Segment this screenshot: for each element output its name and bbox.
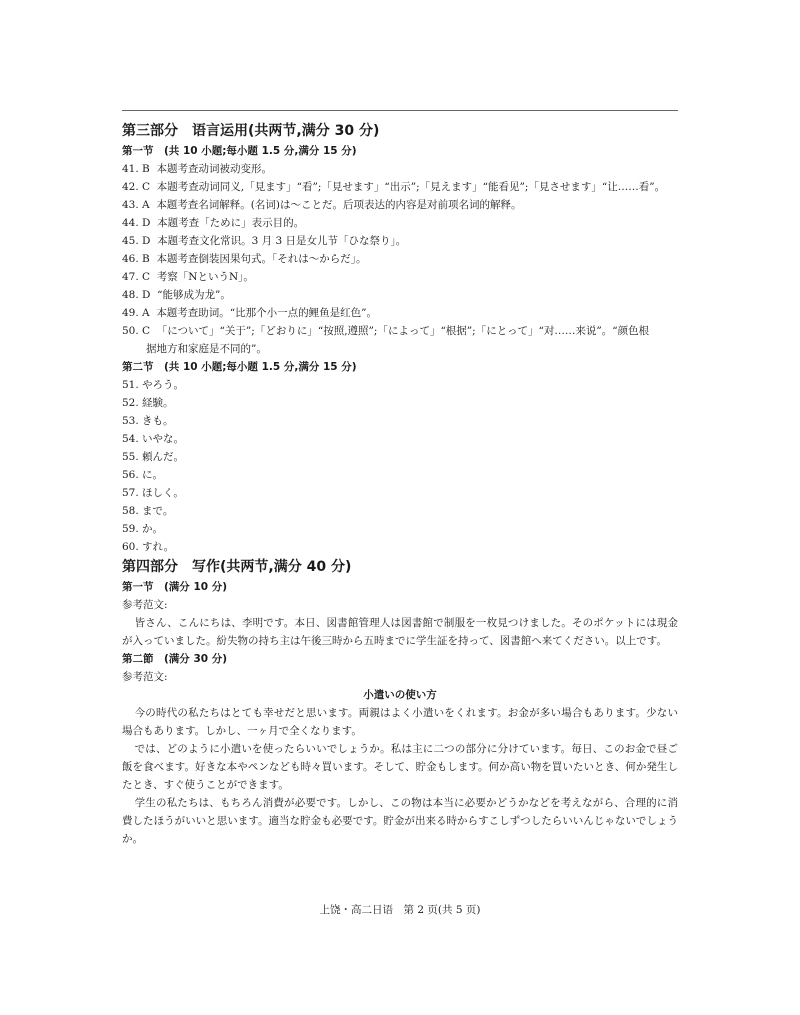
answer-num: 46. B (122, 253, 150, 265)
part4-title: 第四部分 写作(共两节,满分 40 分) (122, 559, 352, 575)
page-footer: 上饶・高二日语 第 2 页(共 5 页) (319, 904, 481, 916)
answer-num: 41. B (122, 163, 150, 175)
answer-text: 本题考查名词解释。(名词)は～ことだ。后项表达的内容是对前项名词的解释。 (156, 199, 522, 211)
answer-item (122, 286, 678, 304)
essay-title: 小遣いの使い方 (363, 689, 437, 701)
part4-section1-title: 第一节 (满分 10 分) (122, 581, 228, 593)
answer-content (122, 120, 678, 848)
part3-section2-list (122, 376, 678, 556)
answer-item: 57. ほしく。 (122, 487, 184, 499)
answer-item (122, 214, 678, 232)
answer-text: 本题考查「ために」表示目的。 (157, 217, 305, 229)
essay-paragraph: 今の時代の私たちはとても幸せだと思います。両親はよく小遣いをくれます。お金が多い場合もあります。少ない場合もあります。しかし、一ヶ月で全くなります。 (122, 707, 678, 737)
answer-num: 48. D (122, 289, 151, 301)
answer-item (122, 250, 678, 268)
answer-item: 51. やろう。 (122, 379, 185, 391)
answer-continuation: 据地方和家庭是不同的”。 (146, 343, 267, 355)
answer-item: 55. 頼んだ。 (122, 451, 185, 463)
answer-num: 49. A (122, 307, 150, 319)
answer-text: “能够成为龙”。 (157, 289, 231, 301)
answer-item: 54. いやな。 (122, 433, 185, 445)
answer-item (122, 160, 678, 178)
sample-label: 参考范文: (122, 671, 168, 683)
part3-section1-list (122, 160, 678, 358)
sample-paragraph: 皆さん、こんにちは、李明です。本日、図書館管理人は図書館で制服を一枚見つけました。そのポケットには現金が入っていました。紛失物の持ち主は午後三時から五時までに学生証を持って、図書館へ来てください。以上です。 (122, 617, 678, 647)
answer-item: 59. か。 (122, 523, 164, 535)
answer-text: 本题考查助词。“比那个小一点的鲤鱼是红色”。 (156, 307, 378, 319)
answer-item: 60. すれ。 (122, 541, 175, 553)
answer-item (122, 178, 678, 196)
part3-section2-title: 第二节 (共 10 小题;每小题 1.5 分,满分 15 分) (122, 361, 357, 373)
answer-item: 52. 経験。 (122, 397, 174, 409)
answer-num: 50. C (122, 325, 151, 337)
answer-text: 本题考查动词被动变形。 (156, 163, 272, 175)
answer-item (122, 322, 678, 340)
answer-item: 58. まで。 (122, 505, 174, 517)
answer-text: 「について」“关于”;「どおりに」“按照,遵照”;「によって」“根据”;「にとって」“对……来说”。“颜色根 (156, 325, 650, 337)
answer-text: 考察「NというN」。 (156, 271, 254, 283)
answer-text: 本题考查倒装因果句式。「それは～からだ」。 (156, 253, 367, 265)
answer-item (122, 196, 678, 214)
answer-text: 本题考查动词同义,「見ます」“看”;「見せます」“出示”;「見えます」“能看见”;「見させます」“让……看”。 (156, 181, 666, 193)
part4-section2-title: 第二節 (满分 30 分) (122, 653, 228, 665)
answer-item (122, 268, 678, 286)
answer-item (122, 304, 678, 322)
part3-section1-title: 第一节 (共 10 小题;每小题 1.5 分,满分 15 分) (122, 145, 357, 157)
answer-num: 42. C (122, 181, 151, 193)
answer-item: 53. きも。 (122, 415, 174, 427)
essay-paragraph: では、どのように小遣いを使ったらいいでしょうか。私は主に二つの部分に分けています。毎日、このお金で昼ご飯を食べます。好きな本やペンなども時々買います。そして、貯金もします。何か高い物を買いたいとき、何か発生したとき、すぐ使うことができます。 (122, 743, 678, 791)
answer-num: 43. A (122, 199, 150, 211)
answer-num: 45. D (122, 235, 151, 247)
top-rule (122, 110, 678, 111)
part3-title: 第三部分 语言运用(共两节,满分 30 分) (122, 123, 380, 139)
answer-text: 本题考查文化常识。3 月 3 日是女儿节「ひな祭り」。 (157, 235, 407, 247)
essay-paragraph: 学生の私たちは、もちろん消費が必要です。しかし、この物は本当に必要かどうかなどを考えながら、合理的に消費したほうがいいと思います。適当な貯金も必要です。貯金が出来る時からすこしずつしたらいいんじゃないでしょうか。 (122, 797, 678, 845)
answer-item (122, 232, 678, 250)
answer-num: 44. D (122, 217, 151, 229)
sample-label: 参考范文: (122, 599, 168, 611)
answer-item: 56. に。 (122, 469, 164, 481)
answer-num: 47. C (122, 271, 151, 283)
